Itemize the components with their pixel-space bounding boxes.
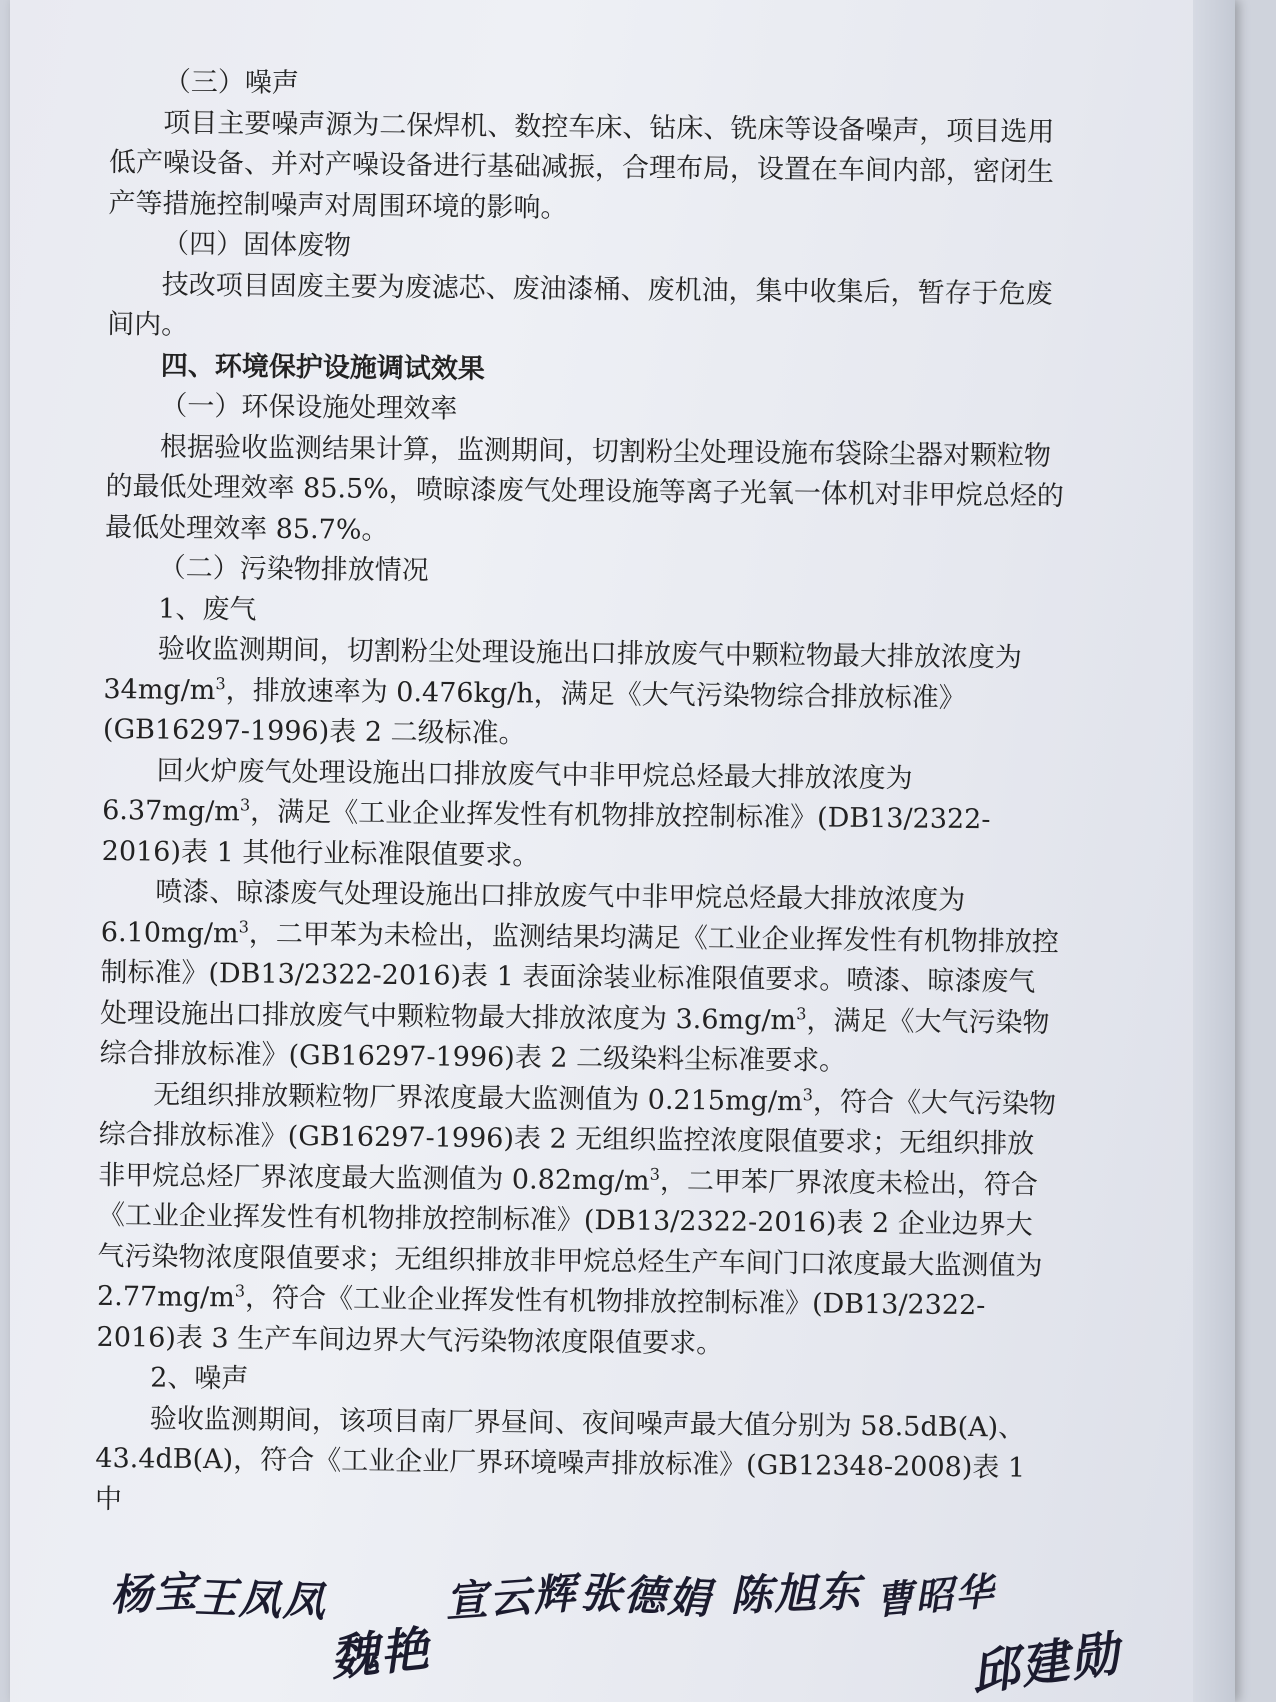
signature: 宣云辉	[443, 1568, 579, 1627]
signature: 张德娟	[578, 1567, 714, 1624]
heading-exhaust: 1、废气	[158, 593, 257, 626]
heading-noise: （三）噪声	[163, 66, 299, 99]
paragraph-exhaust-4: 无组织排放颗粒物厂界浓度最大监测值为 $0.215mg/m^3$，符合《大气污染物综合排放标准》(GB16297-1996)表 2 无组织监控浓度限值要求；无组织排放非甲烷总烃厂界浓度最大监测值为 $0.82mg/m^3$，二甲苯厂界浓度未检出，符合《工业企业挥发性有机物排放控制标准》(DB13/2322-2016)表 2 企业边界大气污染物浓度限值要求；无组织排放非甲烷总烃生产车间门口浓度最大监测值为 $2.77mg/m^3$，符合《工业企业挥发性有机物排放控制标准》(DB13/2322-2016)表 3 生产车间边界大气污染物浓度限值要求。	[96, 1079, 1057, 1359]
signature: 曹昭华	[873, 1568, 998, 1624]
document-page	[10, 0, 1235, 1702]
signature: 陈旭东	[729, 1566, 863, 1621]
signature: 王凤凤	[194, 1572, 328, 1627]
document-body	[95, 62, 1070, 1530]
chapter-heading: 四、环境保护设施调试效果	[160, 350, 485, 385]
page-edge	[1193, 0, 1235, 1702]
paragraph-exhaust-1: 验收监测期间，切割粉尘处理设施出口排放废气中颗粒物最大排放浓度为 $34mg/m^3$，排放速率为 0.476kg/h，满足《大气污染物综合排放标准》(GB16297-1996)表 2 二级标准。	[102, 633, 1022, 750]
signature: 杨宝	[108, 1566, 200, 1621]
signature-area	[108, 1555, 1190, 1702]
heading-efficiency: （一）环保设施处理效率	[160, 390, 458, 425]
signature: 魏艳	[327, 1620, 434, 1688]
heading-noise-results: 2、噪声	[150, 1362, 249, 1395]
paragraph-noise-results: 验收监测期间，该项目南厂界昼间、夜间噪声最大值分别为 58.5dB(A)、43.4dB(A)，符合《工业企业厂界环境噪声排放标准》(GB12348-2008)表 1 中	[94, 1402, 1026, 1515]
signature: 邱建勋	[967, 1625, 1124, 1702]
heading-emissions: （二）污染物排放情况	[158, 552, 429, 587]
paragraph-efficiency: 根据验收监测结果计算，监测期间，切割粉尘处理设施布袋除尘器对颗粒物的最低处理效率 85.5%，喷晾漆废气处理设施等离子光氧一体机对非甲烷总烃的最低处理效率 85.7%。	[104, 431, 1065, 546]
paragraph-exhaust-3: 喷漆、晾漆废气处理设施出口排放废气中非甲烷总烃最大排放浓度为 $6.10mg/m^3$，二甲苯为未检出，监测结果均满足《工业企业挥发性有机物排放控制标准》(DB13/2322-2016)表 1 表面涂装业标准限值要求。喷漆、晾漆废气处理设施出口排放废气中颗粒物最大排放浓度为 $3.6mg/m^3$，满足《大气污染物综合排放标准》(GB16297-1996)表 2 二级染料尘标准要求。	[99, 876, 1060, 1077]
paragraph-noise: 项目主要噪声源为二保焊机、数控车床、钻床、铣床等设备噪声，项目选用低产噪设备、并对产噪设备进行基础减振，合理布局，设置在车间内部，密闭生产等措施控制噪声对周围环境的影响。	[108, 107, 1055, 224]
paragraph-exhaust-2: 回火炉废气处理设施出口排放废气中非甲烷总烃最大排放浓度为 $6.37mg/m^3$，满足《工业企业挥发性有机物排放控制标准》(DB13/2322-2016)表 1 其他行业标准限值要求。	[101, 755, 991, 872]
heading-solid-waste: （四）固体废物	[161, 228, 352, 262]
paragraph-solid-waste: 技改项目固废主要为废滤芯、废油漆桶、废机油，集中收集后，暂存于危废间内。	[107, 269, 1053, 341]
